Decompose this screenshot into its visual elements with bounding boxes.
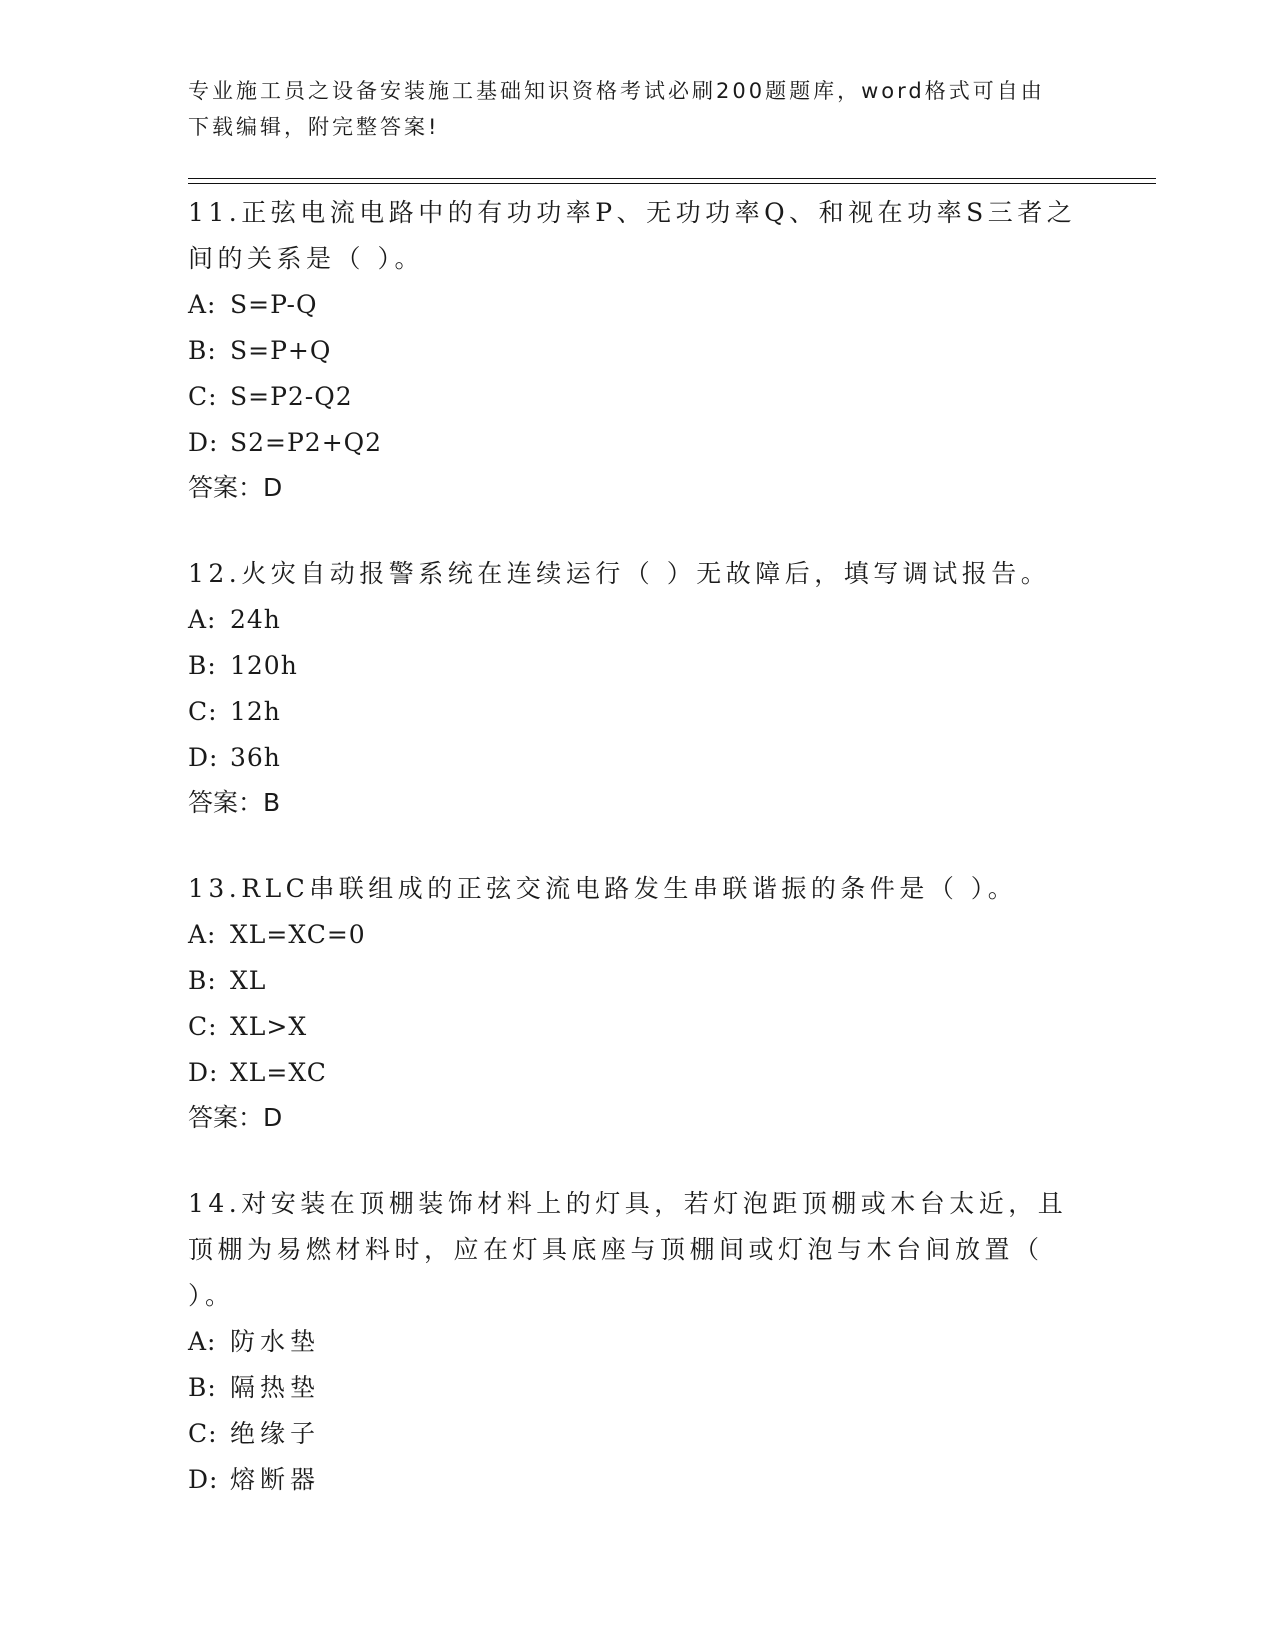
question-11 [188, 190, 1088, 510]
option-a [188, 282, 1088, 328]
option-letter: B: [188, 1373, 217, 1402]
option-text: 36h [230, 743, 281, 772]
option-letter: D: [188, 428, 219, 457]
question-14 [188, 1181, 1088, 1503]
option-letter: B: [188, 336, 217, 365]
option-text: 24h [230, 605, 281, 634]
question-stem: 12.火灾自动报警系统在连续运行（ ）无故障后，填写调试报告。 [188, 559, 1051, 588]
option-text: S=P2-Q2 [230, 382, 353, 411]
option-letter: A: [188, 1327, 217, 1356]
option-text: S2=P2+Q2 [230, 428, 383, 457]
question-12 [188, 551, 1088, 825]
option-text: 防水垫 [230, 1327, 321, 1356]
option-text: XL=XC=0 [230, 920, 366, 949]
option-letter: A: [188, 605, 217, 634]
option-letter: C: [188, 697, 218, 726]
option-a [188, 912, 1088, 958]
question-13 [188, 866, 1088, 1140]
answer-line: 答案：D [188, 473, 283, 502]
option-a [188, 1319, 1088, 1365]
option-a [188, 597, 1088, 643]
option-text: 120h [230, 651, 298, 680]
question-stem: 13.RLC串联组成的正弦交流电路发生串联谐振的条件是（ ）。 [188, 874, 1018, 903]
option-d [188, 735, 1088, 781]
question-list [188, 190, 1088, 1544]
header-divider-top [188, 178, 1156, 179]
option-letter: D: [188, 1058, 219, 1087]
question-stem: 11.正弦电流电路中的有功功率P、无功功率Q、和视在功率S三者之间的关系是（ ）。 [188, 198, 1077, 273]
option-letter: B: [188, 966, 217, 995]
option-text: S=P+Q [230, 336, 332, 365]
question-stem: 14.对安装在顶棚装饰材料上的灯具，若灯泡距顶棚或木台太近，且顶棚为易燃材料时，应在灯具底座与顶棚间或灯泡与木台间放置（ ）。 [188, 1189, 1068, 1310]
option-b [188, 643, 1088, 689]
option-b [188, 328, 1088, 374]
option-text: XL>X [230, 1012, 308, 1041]
option-text: 12h [230, 697, 281, 726]
option-b [188, 1365, 1088, 1411]
option-letter: D: [188, 1465, 219, 1494]
option-letter: B: [188, 651, 217, 680]
option-text: XL [230, 966, 267, 995]
option-text: S=P-Q [230, 290, 318, 319]
option-d [188, 420, 1088, 466]
header-divider-bottom [188, 183, 1156, 184]
option-c [188, 1004, 1088, 1050]
option-letter: C: [188, 382, 218, 411]
option-letter: A: [188, 290, 217, 319]
option-text: XL=XC [230, 1058, 327, 1087]
answer-line: 答案：B [188, 788, 281, 817]
option-b [188, 958, 1088, 1004]
option-letter: D: [188, 743, 219, 772]
option-text: 隔热垫 [230, 1373, 321, 1402]
answer-line: 答案：D [188, 1103, 283, 1132]
option-d [188, 1050, 1088, 1096]
option-letter: C: [188, 1012, 218, 1041]
option-letter: A: [188, 920, 217, 949]
document-header: 专业施工员之设备安装施工基础知识资格考试必刷200题题库，word格式可自由下载编辑，附完整答案! [188, 79, 1045, 139]
option-letter: C: [188, 1419, 218, 1448]
option-c [188, 1411, 1088, 1457]
option-c [188, 689, 1088, 735]
option-text: 熔断器 [230, 1465, 321, 1494]
option-c [188, 374, 1088, 420]
option-text: 绝缘子 [230, 1419, 321, 1448]
option-d [188, 1457, 1088, 1503]
